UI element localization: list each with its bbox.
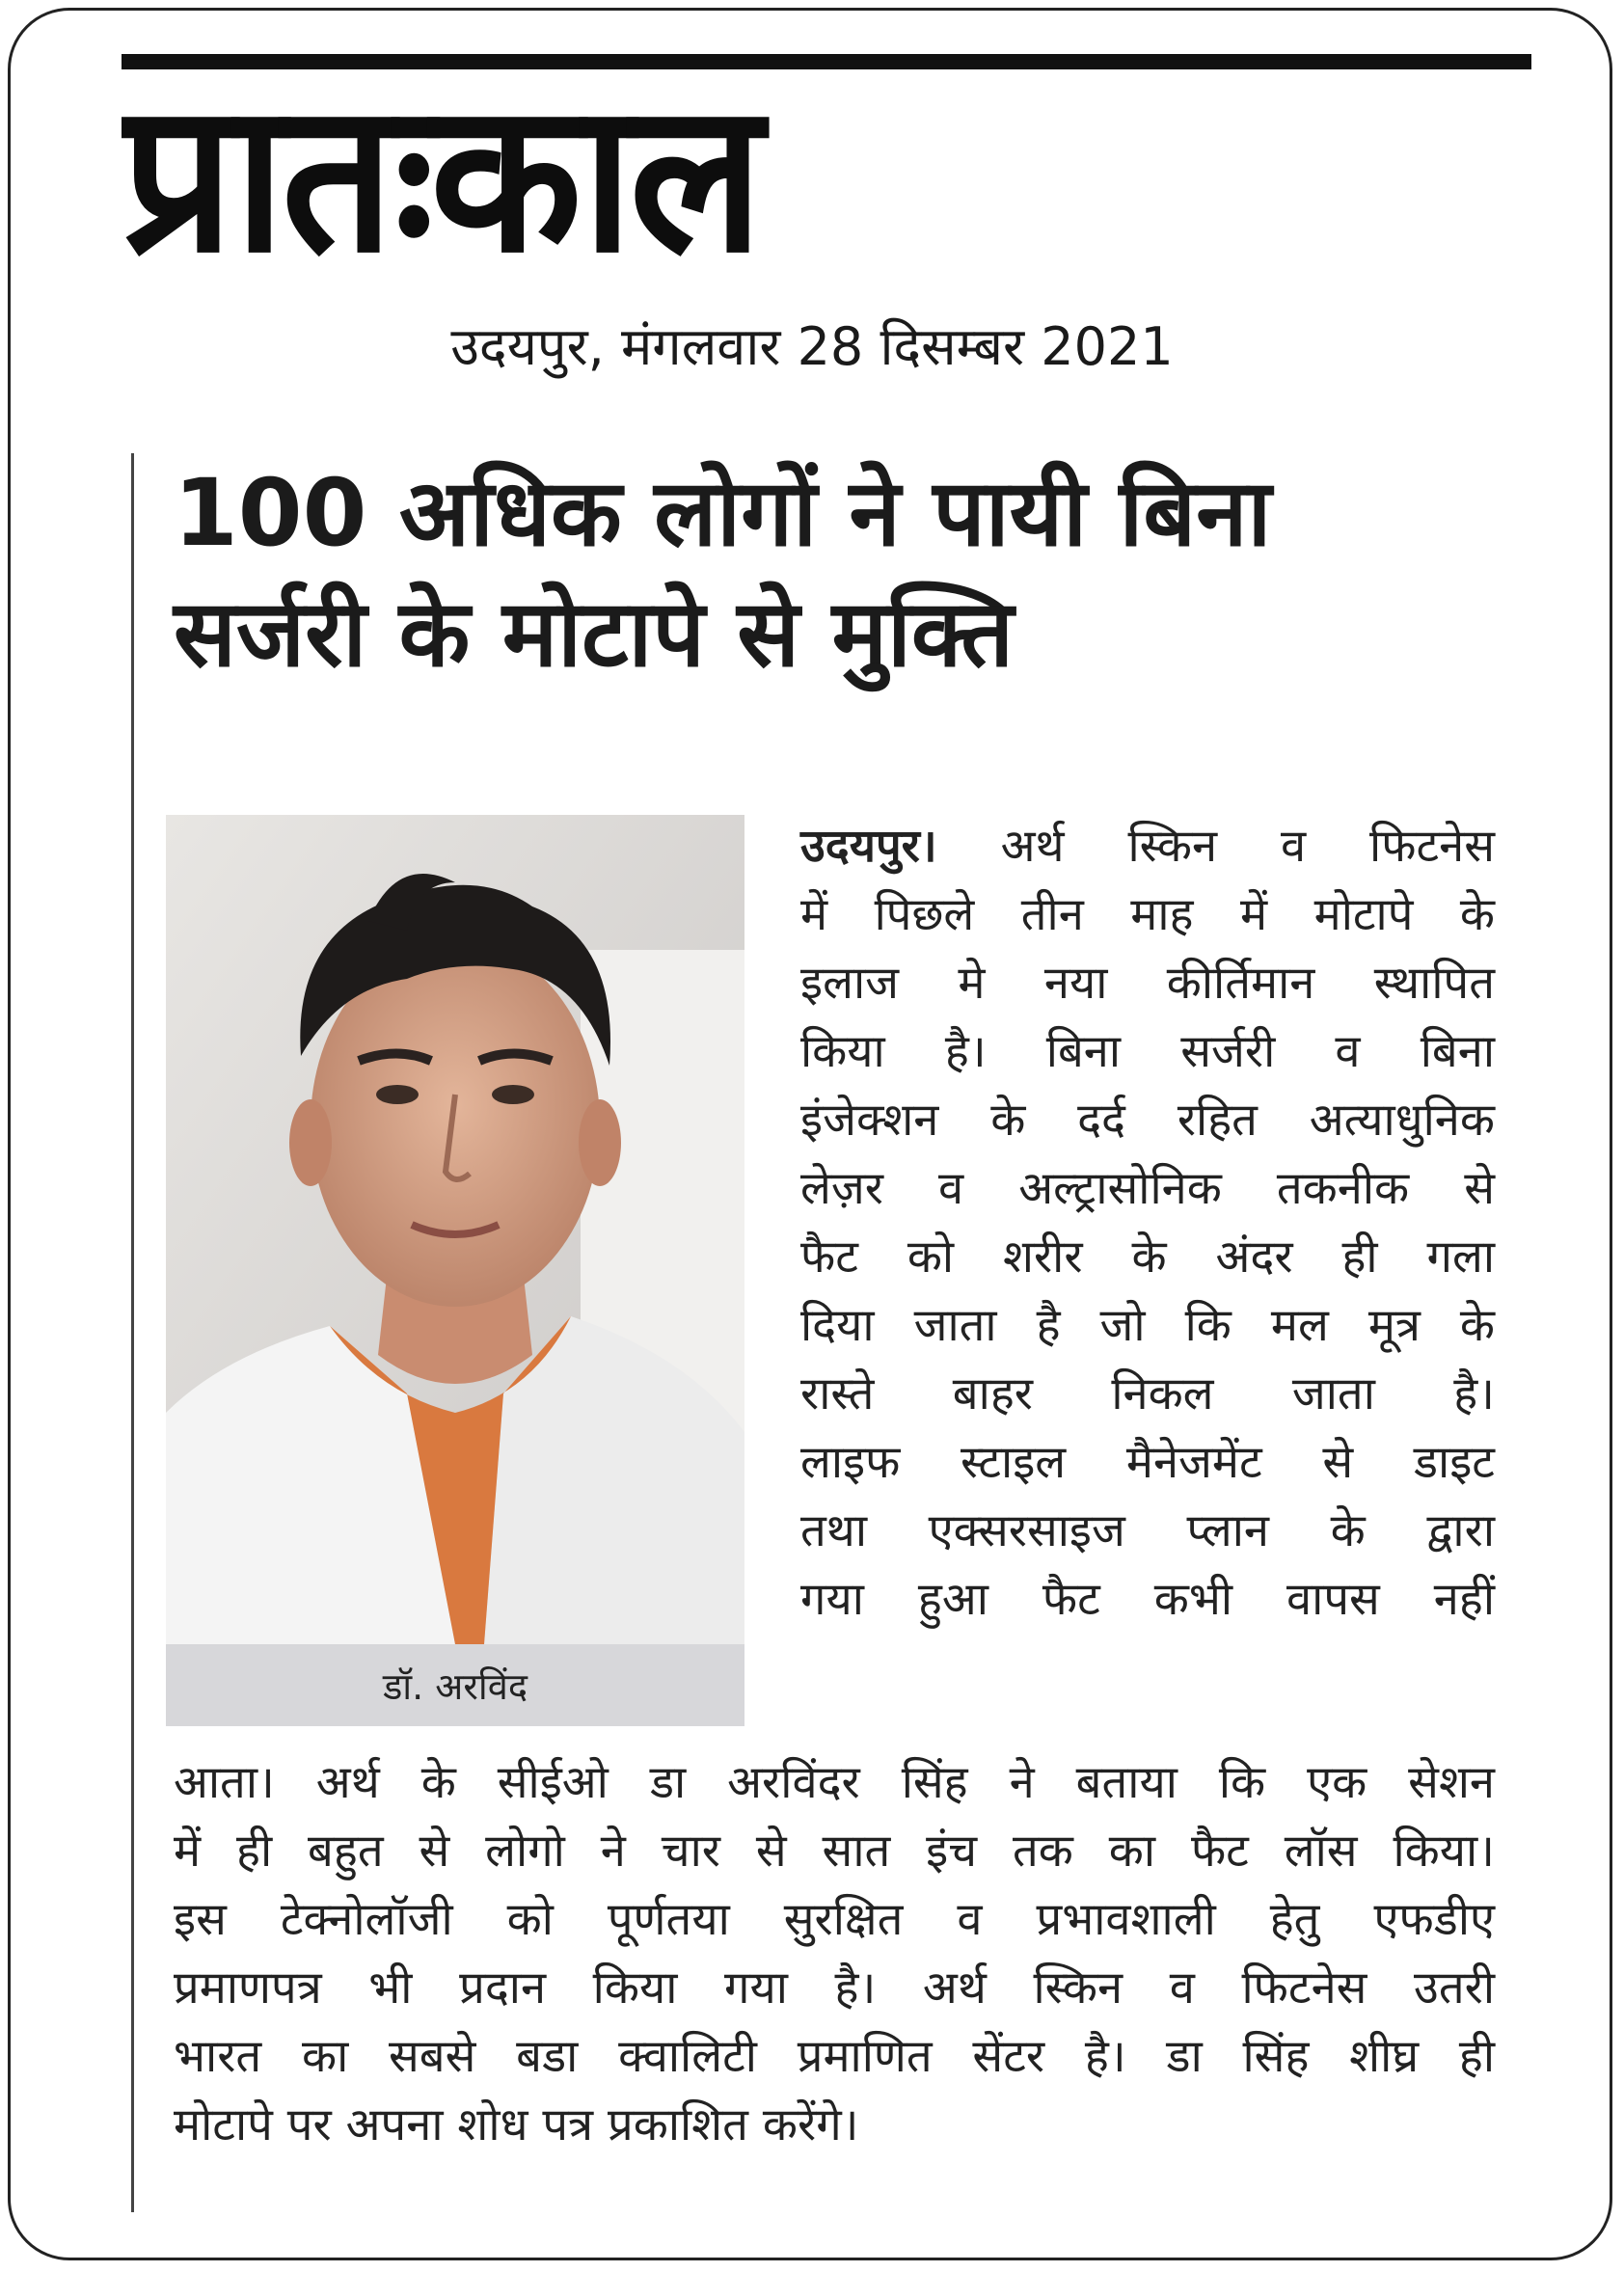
body-line: दिया जाता है जो कि मल मूत्र के	[800, 1299, 1495, 1352]
body-line: रास्ते बाहर निकल जाता है।	[800, 1367, 1495, 1420]
body-line: लाइफ स्टाइल मैनेजमेंट से डाइट	[800, 1436, 1495, 1489]
body-line: इस टेक्नोलॉजी को पूर्णतया सुरक्षित व प्रभावशाली हेतु एफडीए	[174, 1893, 1495, 1946]
newspaper-masthead: प्रातःकाल	[122, 62, 760, 295]
doctor-portrait-image	[166, 815, 744, 1644]
photo-caption-bar	[166, 1644, 744, 1726]
body-line: किया है। बिना सर्जरी व बिना	[800, 1025, 1495, 1078]
body-line: गया हुआ फैट कभी वापस नहीं	[800, 1573, 1495, 1626]
article-body-column	[800, 812, 1495, 1634]
body-line: फैट को शरीर के अंदर ही गला	[800, 1231, 1495, 1284]
body-line: इलाज मे नया कीर्तिमान स्थापित	[800, 957, 1495, 1010]
article-dateline: उदयपुर।	[800, 820, 937, 873]
headline-line-2: सर्जरी के मोटापे से मुक्ति	[174, 580, 1015, 688]
article-body-wide	[174, 1748, 1495, 2159]
article-headline	[174, 453, 1553, 694]
body-line: प्रमाणपत्र भी प्रदान किया गया है। अर्थ स्किन व फिटनेस उतरी	[174, 1961, 1495, 2015]
body-line	[800, 812, 1495, 880]
body-line: लेज़र व अल्ट्रासोनिक तकनीक से	[800, 1162, 1495, 1215]
body-line: तथा एक्सरसाइज प्लान के द्वारा	[800, 1504, 1495, 1557]
body-line: भारत का सबसे बडा क्वालिटी प्रमाणित सेंटर है। डा सिंह शीघ्र ही	[174, 2030, 1495, 2083]
article-photo	[166, 815, 744, 1726]
headline-line-1: 100 अधिक लोगों ने पायी बिना	[174, 459, 1272, 567]
body-line: आता। अर्थ के सीईओ डा अरविंदर सिंह ने बताया कि एक सेशन	[174, 1756, 1495, 1809]
body-line: में पिछले तीन माह में मोटापे के	[800, 888, 1495, 941]
body-line: मोटापे पर अपना शोध पत्र प्रकाशित करेंगे।	[174, 2098, 859, 2151]
body-line-text: अर्थ स्किन व फिटनेस	[1000, 820, 1495, 873]
photo-caption: डॉ. अरविंद	[382, 1664, 528, 1708]
article-rule	[131, 453, 134, 2212]
issue-dateline: उदयपुर, मंगलवार 28 दिसम्बर 2021	[450, 316, 1174, 377]
body-line: इंजेक्शन के दर्द रहित अत्याधुनिक	[800, 1094, 1495, 1147]
body-line: में ही बहुत से लोगो ने चार से सात इंच तक का फैट लॉस किया।	[174, 1825, 1495, 1878]
